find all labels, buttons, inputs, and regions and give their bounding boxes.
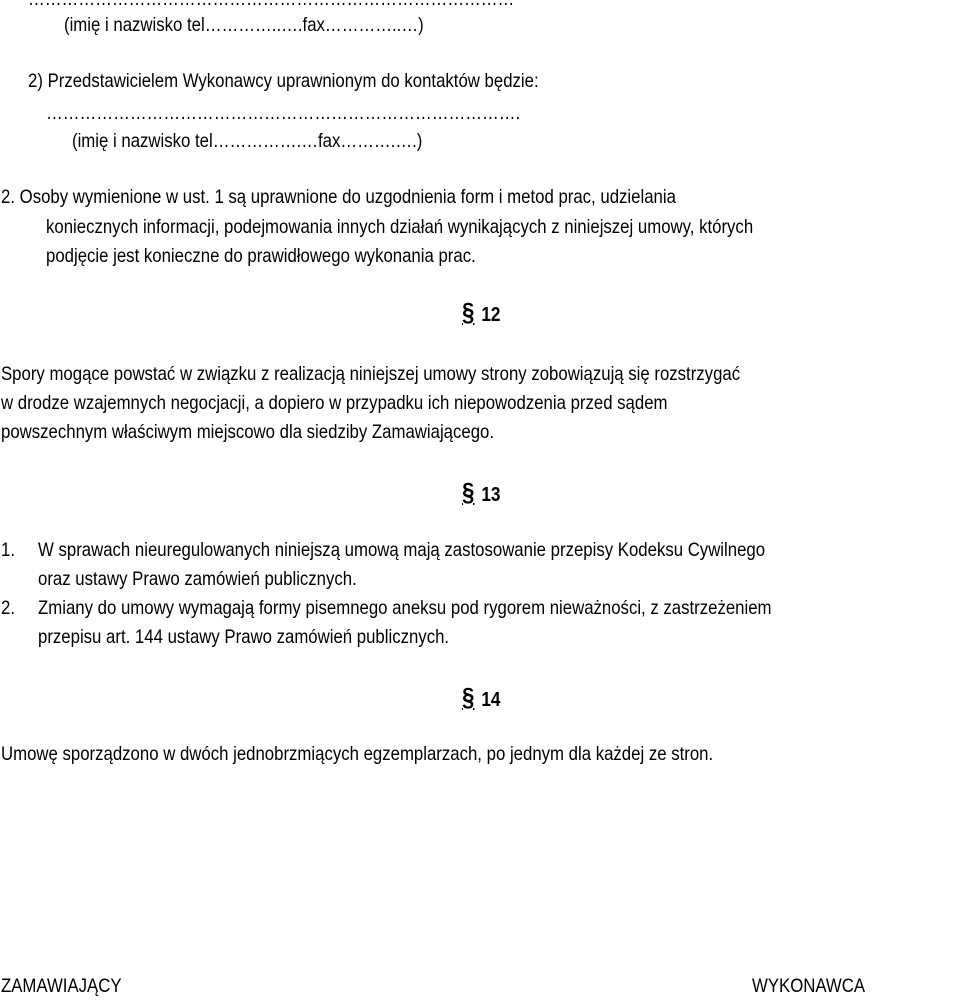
dots-line: ………………………………………………………………………….	[46, 102, 521, 124]
paragraph-line: Spory mogące powstać w związku z realizacją niniejszej umowy strony zobowiązują się rozstrzygać	[1, 363, 741, 385]
section-symbol: §	[462, 297, 475, 327]
contact-placeholder: (imię i nazwisko tel…………..….fax…………..…)	[64, 14, 424, 36]
list-number: 2.	[1, 597, 15, 619]
section-symbol: §	[462, 682, 475, 712]
section-number: 13	[481, 484, 501, 506]
contact-placeholder: (imię i nazwisko tel…………….…fax……….….)	[72, 130, 423, 152]
dots-line	[28, 0, 514, 10]
paragraph-line: Zmiany do umowy wymagają formy pisemnego aneksu pod rygorem nieważności, z zastrzeżeniem	[38, 597, 772, 619]
paragraph-line: przepisu art. 144 ustawy Prawo zamówień publicznych.	[38, 626, 450, 648]
representative-heading: 2) Przedstawicielem Wykonawcy uprawnionym do kontaktów będzie:	[28, 70, 539, 92]
paragraph-line: W sprawach nieuregulowanych niniejszą umową mają zastosowanie przepisy Kodeksu Cywilnego	[38, 539, 766, 561]
section-heading-14	[462, 682, 501, 712]
section-symbol: §	[462, 477, 475, 507]
paragraph-line: Umowę sporządzono w dwóch jednobrzmiących egzemplarzach, po jednym dla każdej ze stron.	[1, 743, 714, 765]
signature-wykonawca: WYKONAWCA	[752, 975, 866, 997]
paragraph-line: 2. Osoby wymienione w ust. 1 są uprawnione do uzgodnienia form i metod prac, udzielania	[1, 186, 676, 208]
signature-zamawiajacy: ZAMAWIAJĄCY	[1, 975, 122, 997]
section-heading-13	[462, 477, 501, 507]
paragraph-line: powszechnym właściwym miejscowo dla siedziby Zamawiającego.	[1, 421, 495, 443]
paragraph-line: w drodze wzajemnych negocjacji, a dopiero w przypadku ich niepowodzenia przed sądem	[1, 392, 668, 414]
paragraph-line: koniecznych informacji, podejmowania innych działań wynikających z niniejszej umowy, których	[46, 216, 754, 238]
section-heading-12	[462, 297, 501, 327]
section-number: 12	[481, 304, 501, 326]
list-number: 1.	[1, 539, 15, 561]
paragraph-line: oraz ustawy Prawo zamówień publicznych.	[38, 568, 357, 590]
paragraph-line: podjęcie jest konieczne do prawidłowego wykonania prac.	[46, 245, 476, 267]
section-number: 14	[481, 689, 501, 711]
